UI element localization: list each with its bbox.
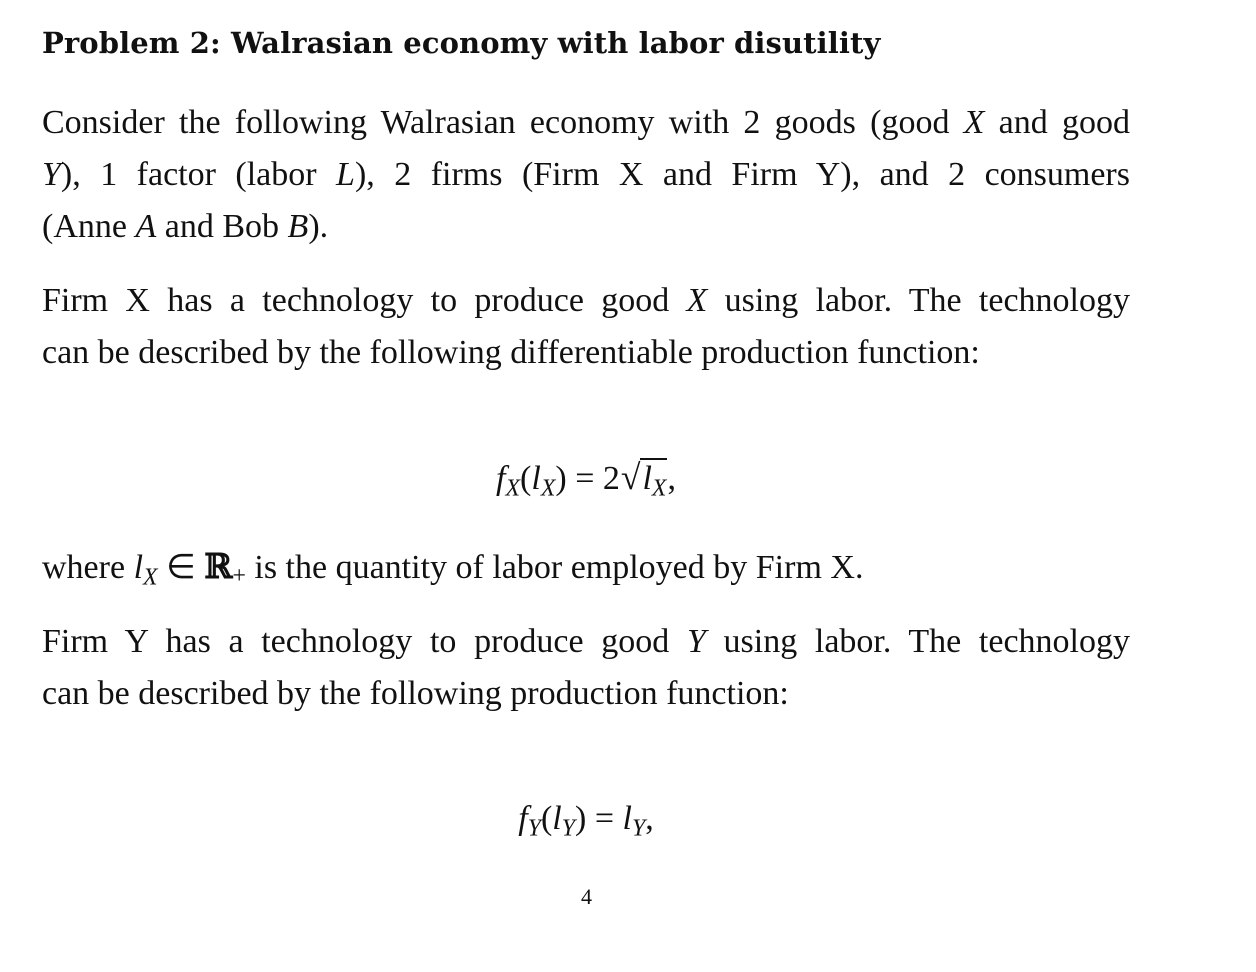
firm-y-line-1: Firm Y has a technology to produce good Y using labor. The technology <box>42 623 1131 660</box>
intro-paragraph <box>42 97 1130 253</box>
labor-definition-line: where $l_X$ ∈ ℝ+ is the quantity of labor employed by Firm X. <box>42 547 864 591</box>
var-Y: Y <box>42 156 61 193</box>
var-Y: Y <box>686 623 706 660</box>
var-X: X <box>963 104 985 141</box>
firm-x-line-1: Firm X has a technology to produce good X using labor. The technology <box>42 282 1130 319</box>
problem-heading: Problem 2: Walrasian economy with labor disutility <box>42 26 881 60</box>
document-page <box>42 0 1130 972</box>
firm-y-line-2: can be described by the following production function: <box>42 675 789 712</box>
var-A: A <box>135 208 157 245</box>
var-B: B <box>287 208 309 245</box>
firm-x-line-2: can be described by the following differentiable production function: <box>42 334 980 371</box>
page-number: 4 <box>581 884 592 909</box>
production-function-x: $f_X(l_X) = 2√l_X$, <box>496 457 676 502</box>
var-X: X <box>686 282 708 319</box>
intro-line-2: Y), 1 factor (labor L), 2 firms (Firm X and Firm Y), and 2 consumers <box>42 156 1130 193</box>
production-function-y: $f_Y(l_Y) = l_Y$, <box>518 800 654 842</box>
nonnegative-reals-symbol: ℝ <box>204 547 233 587</box>
intro-line-1: Consider the following Walrasian economy with 2 goods (good X and good <box>42 104 1130 141</box>
var-L: L <box>336 156 355 193</box>
firm-x-paragraph <box>42 275 1130 379</box>
labor-definition-paragraph <box>42 541 1130 604</box>
intro-line-3: (Anne A and Bob B). <box>42 208 329 245</box>
square-root-symbol: √ <box>620 457 641 497</box>
radicand: $l_X$ <box>642 460 667 502</box>
firm-y-paragraph <box>42 616 1130 720</box>
